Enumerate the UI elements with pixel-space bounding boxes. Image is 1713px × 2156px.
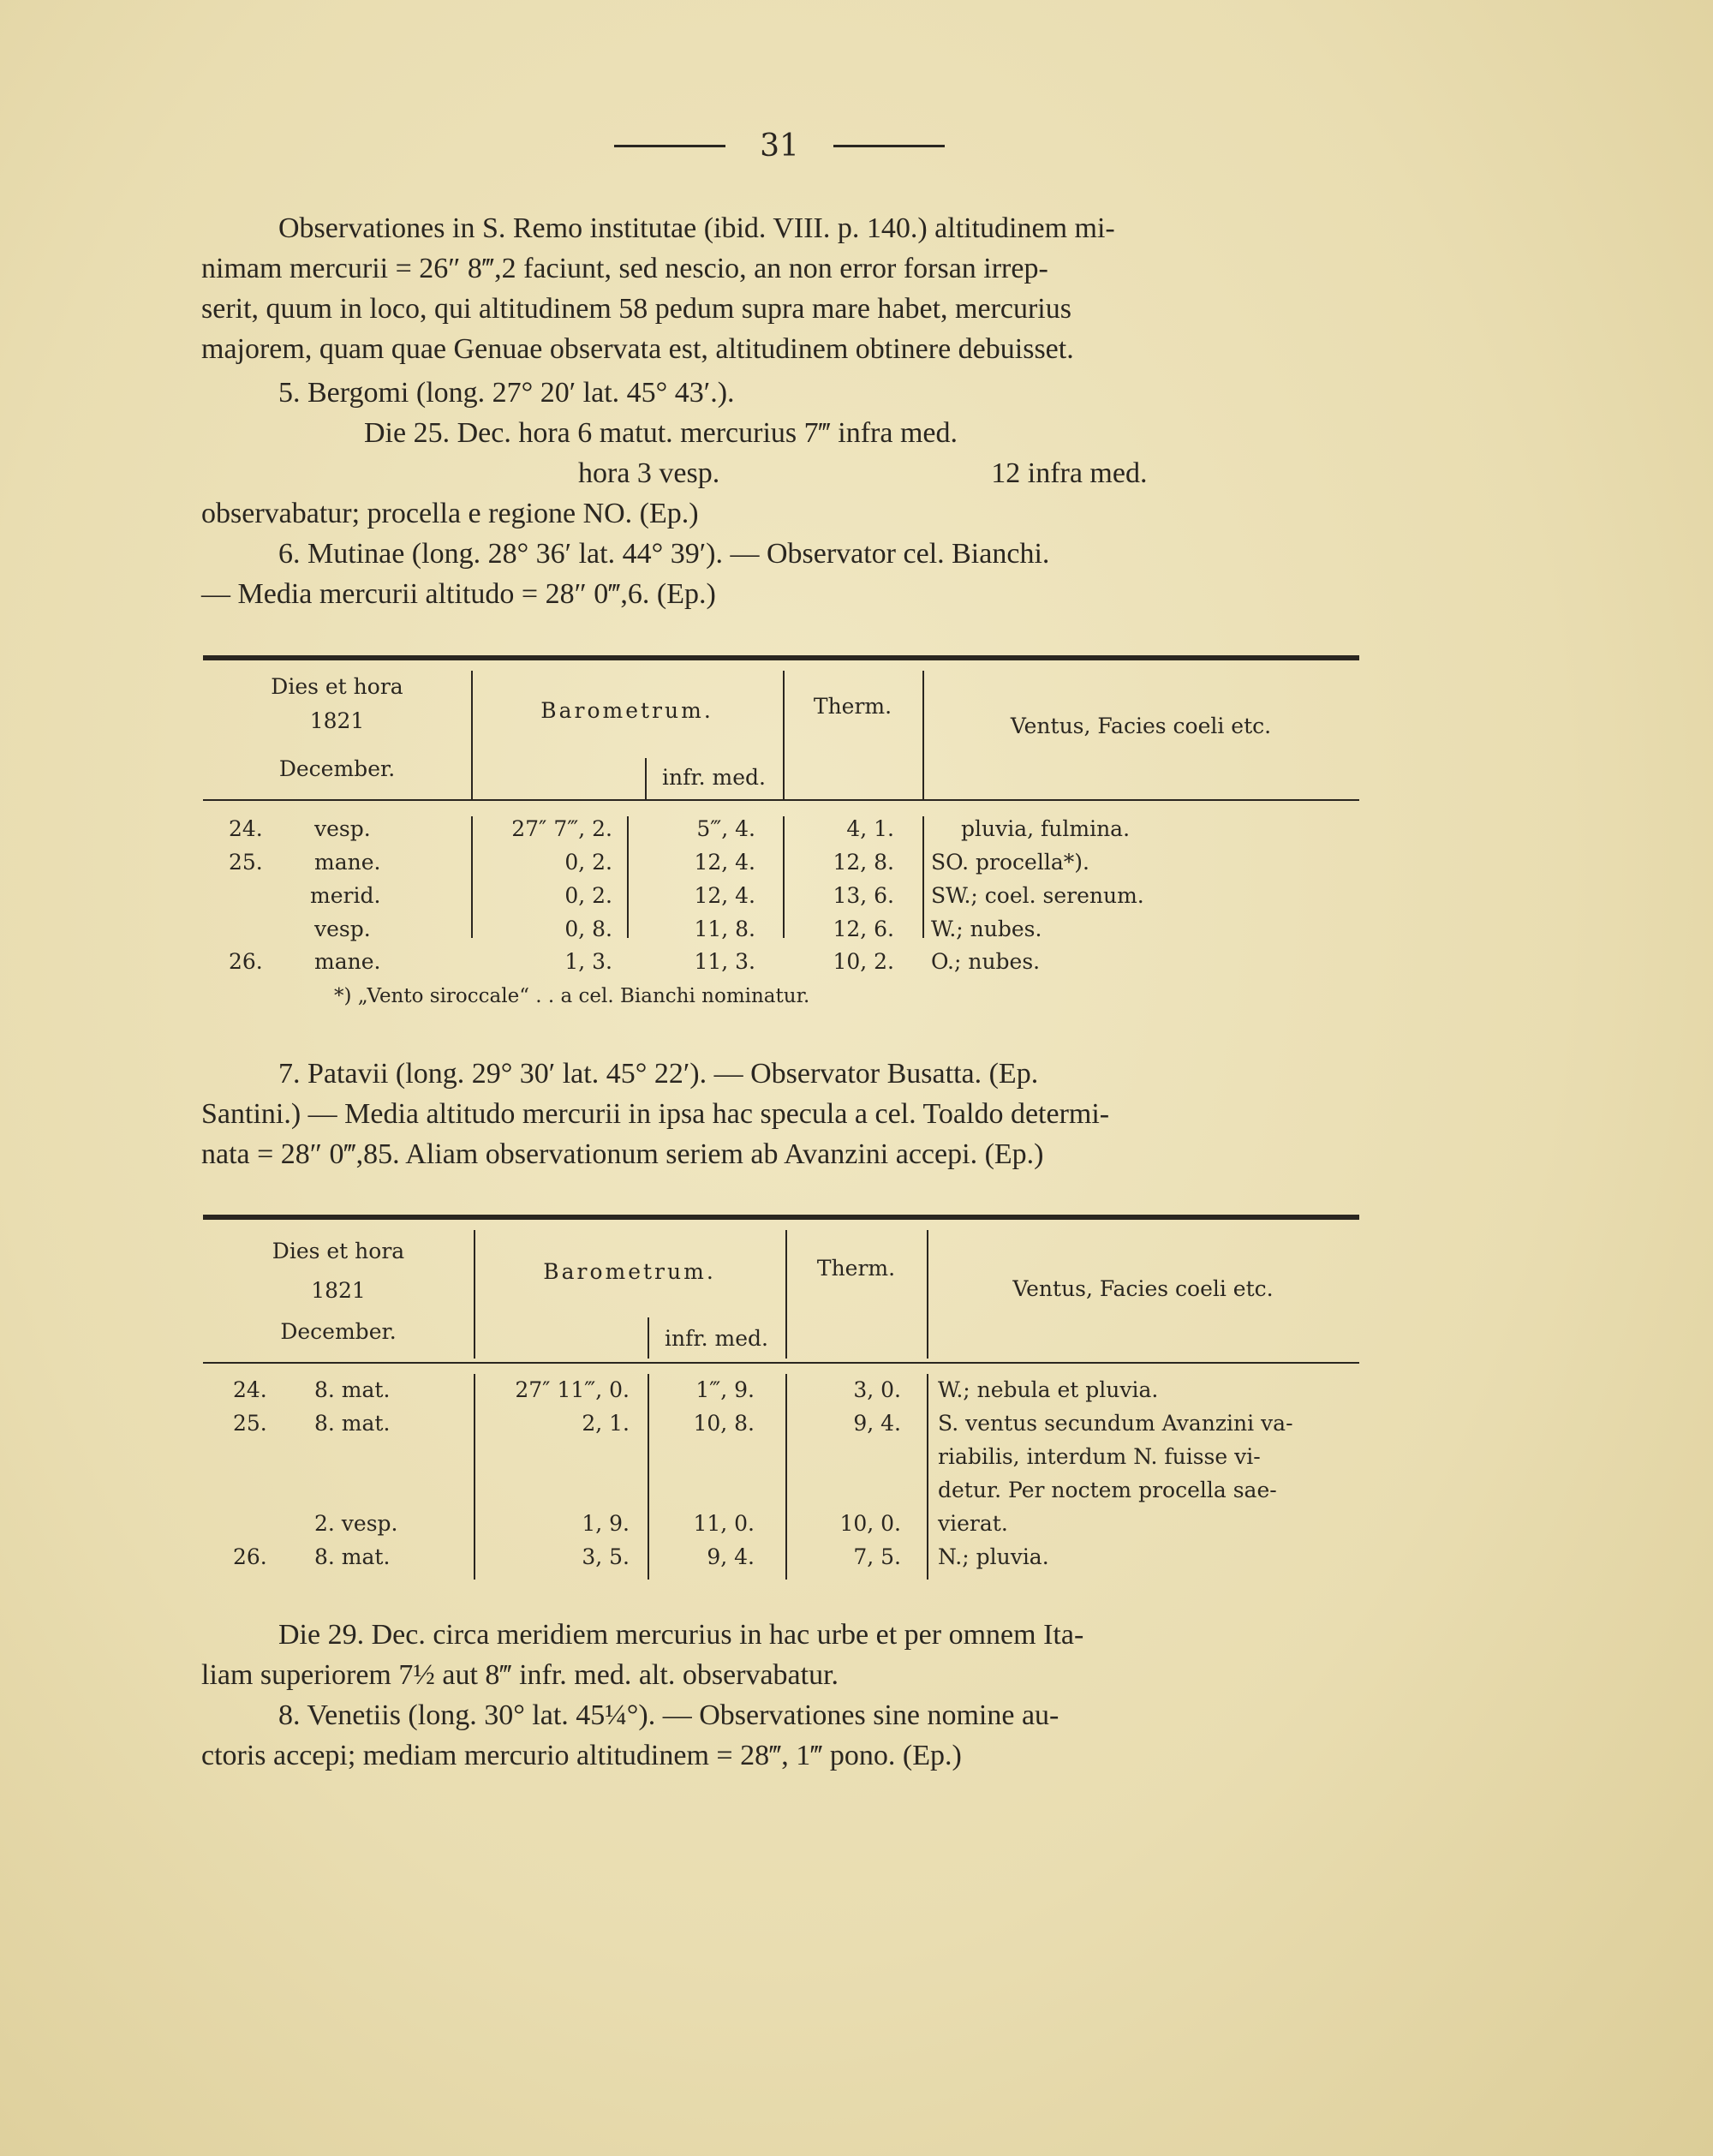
cell-infr-med: 11, 3. xyxy=(694,949,755,974)
cell-ventus: S. ventus secundum Avanzini va- xyxy=(938,1411,1293,1436)
cell-barometrum: 0, 2. xyxy=(564,850,612,875)
cell-barometrum: 3, 5. xyxy=(582,1544,630,1569)
table-footnote: *) „Vento siroccale“ . . a cel. Bianchi nominatur. xyxy=(334,985,810,1007)
cell-therm: 10, 2. xyxy=(833,949,894,974)
paragraph-s-remo xyxy=(201,208,1362,369)
cell-therm: 12, 6. xyxy=(833,917,894,941)
cell-time: vesp. xyxy=(314,917,371,941)
cell-therm: 9, 4. xyxy=(853,1411,901,1436)
text-line xyxy=(201,453,1362,493)
header-year: 1821 xyxy=(309,708,365,733)
cell-ventus: detur. Per noctem procella sae- xyxy=(938,1478,1277,1502)
text-line: Die 29. Dec. circa meridiem mercurius in hac urbe et per omnem Ita- xyxy=(278,1619,1084,1651)
cell-day: 24. xyxy=(229,816,263,841)
cell-day: 26. xyxy=(229,949,263,974)
header-infr-med: infr. med. xyxy=(665,1326,768,1351)
text-line: nimam mercurii = 26″ 8‴,2 faciunt, sed nescio, an non error forsan irrep- xyxy=(201,253,1048,284)
column-divider xyxy=(927,1374,928,1580)
cell-therm: 10, 0. xyxy=(839,1511,901,1536)
cell-barometrum: 1, 9. xyxy=(582,1511,630,1536)
text-line: Die 25. Dec. hora 6 matut. mercurius 7‴ infra med. xyxy=(364,417,958,449)
cell-time: 8. mat. xyxy=(314,1377,391,1402)
table-header-rule xyxy=(203,1362,1359,1364)
cell-day: 25. xyxy=(233,1411,267,1436)
section-patavii xyxy=(201,1054,1362,1174)
text-line: observabatur; procella e regione NO. (Ep.) xyxy=(201,498,699,529)
text-line: serit, quum in loco, qui altitudinem 58 pedum supra mare habet, mercurius xyxy=(201,293,1071,325)
column-divider xyxy=(785,1230,787,1359)
cell-time: merid. xyxy=(310,883,381,908)
cell-therm: 7, 5. xyxy=(853,1544,901,1569)
cell-infr-med: 11, 8. xyxy=(694,917,755,941)
cell-day: 24. xyxy=(233,1377,267,1402)
cell-time: vesp. xyxy=(314,816,371,841)
cell-time: mane. xyxy=(314,850,381,875)
page-header xyxy=(591,128,968,164)
section-mutinae xyxy=(201,534,1362,614)
cell-infr-med: 12, 4. xyxy=(694,850,755,875)
section-venetiis xyxy=(201,1615,1362,1776)
cell-ventus: W.; nubes. xyxy=(931,917,1042,941)
text-line: liam superiorem 7½ aut 8‴ infr. med. alt. observabatur. xyxy=(201,1659,839,1691)
header-month: December. xyxy=(278,756,396,781)
cell-infr-med: 5‴, 4. xyxy=(696,816,755,841)
header-ventus: Ventus, Facies coeli etc. xyxy=(1010,714,1272,738)
cell-day: 25. xyxy=(229,850,263,875)
cell-time: 8. mat. xyxy=(314,1411,391,1436)
cell-ventus: N.; pluvia. xyxy=(938,1544,1049,1569)
table-patavii xyxy=(203,1215,1359,1574)
header-year: 1821 xyxy=(311,1278,366,1303)
header-dies: Dies et hora xyxy=(271,674,403,699)
cell-infr-med: 11, 0. xyxy=(693,1511,755,1536)
text-line: Santini.) — Media altitudo mercurii in ipsa hac specula a cel. Toaldo determi- xyxy=(201,1098,1110,1130)
header-infr-med: infr. med. xyxy=(662,765,766,790)
header-therm: Therm. xyxy=(813,694,892,719)
cell-barometrum: 0, 8. xyxy=(564,917,612,941)
cell-ventus: pluvia, fulmina. xyxy=(961,816,1131,841)
header-barometrum: Barometrum. xyxy=(540,698,713,723)
cell-infr-med: 10, 8. xyxy=(693,1411,755,1436)
column-divider xyxy=(471,671,473,799)
section-bergomi xyxy=(201,373,1362,534)
page-number: 31 xyxy=(760,128,799,164)
section-heading: 5. Bergomi (long. 27° 20′ lat. 45° 43′.). xyxy=(278,377,735,409)
header-therm: Therm. xyxy=(816,1256,896,1281)
cell-ventus: SO. procella*). xyxy=(931,850,1089,875)
header-rule-right xyxy=(833,145,945,147)
header-ventus: Ventus, Facies coeli etc. xyxy=(1012,1276,1274,1301)
cell-barometrum: 27″ 11‴, 0. xyxy=(515,1377,630,1402)
table-header-rule xyxy=(203,799,1359,801)
header-rule-left xyxy=(614,145,725,147)
cell-ventus: vierat. xyxy=(938,1511,1008,1536)
header-barometrum: Barometrum. xyxy=(543,1259,716,1284)
column-divider xyxy=(474,1230,475,1359)
text-fragment: 12 infra med. xyxy=(991,457,1148,489)
column-divider xyxy=(783,671,785,799)
text-line: — Media mercurii altitudo = 28″ 0‴,6. (Ep.) xyxy=(201,578,716,610)
column-divider xyxy=(922,816,924,938)
cell-time: mane. xyxy=(314,949,381,974)
cell-barometrum: 27″ 7‴, 2. xyxy=(511,816,612,841)
cell-time: 8. mat. xyxy=(314,1544,391,1569)
cell-therm: 4, 1. xyxy=(846,816,894,841)
cell-ventus: riabilis, interdum N. fuisse vi- xyxy=(938,1444,1261,1469)
section-heading: 7. Patavii (long. 29° 30′ lat. 45° 22′). — Observator Busatta. (Ep. xyxy=(278,1058,1039,1090)
cell-day: 26. xyxy=(233,1544,267,1569)
section-heading: 6. Mutinae (long. 28° 36′ lat. 44° 39′). — Observator cel. Bianchi. xyxy=(278,538,1050,570)
cell-time: 2. vesp. xyxy=(314,1511,398,1536)
text-fragment: hora 3 vesp. xyxy=(578,457,720,489)
cell-barometrum: 2, 1. xyxy=(582,1411,630,1436)
header-month: December. xyxy=(280,1319,397,1344)
table-mutinae xyxy=(203,655,1359,974)
cell-therm: 13, 6. xyxy=(833,883,894,908)
table-top-rule xyxy=(203,1215,1359,1220)
text-line: Observationes in S. Remo institutae (ibid. VIII. p. 140.) altitudinem mi- xyxy=(278,212,1115,244)
cell-infr-med: 12, 4. xyxy=(694,883,755,908)
cell-therm: 3, 0. xyxy=(853,1377,901,1402)
text-line: majorem, quam quae Genuae observata est, altitudinem obtinere debuisset. xyxy=(201,333,1074,365)
cell-ventus: O.; nubes. xyxy=(931,949,1041,974)
section-heading: 8. Venetiis (long. 30° lat. 45¼°). — Observationes sine nomine au- xyxy=(278,1699,1059,1731)
cell-ventus: SW.; coel. serenum. xyxy=(931,883,1144,908)
cell-infr-med: 1‴, 9. xyxy=(695,1377,755,1402)
cell-infr-med: 9, 4. xyxy=(707,1544,755,1569)
table-top-rule xyxy=(203,655,1359,660)
cell-barometrum: 1, 3. xyxy=(564,949,612,974)
cell-barometrum: 0, 2. xyxy=(564,883,612,908)
header-dies: Dies et hora xyxy=(272,1239,405,1263)
text-line: ctoris accepi; mediam mercurio altitudinem = 28‴, 1‴ pono. (Ep.) xyxy=(201,1740,962,1771)
text-line: nata = 28″ 0‴,85. Aliam observationum seriem ab Avanzini accepi. (Ep.) xyxy=(201,1138,1044,1170)
cell-ventus: W.; nebula et pluvia. xyxy=(938,1377,1159,1402)
cell-therm: 12, 8. xyxy=(833,850,894,875)
